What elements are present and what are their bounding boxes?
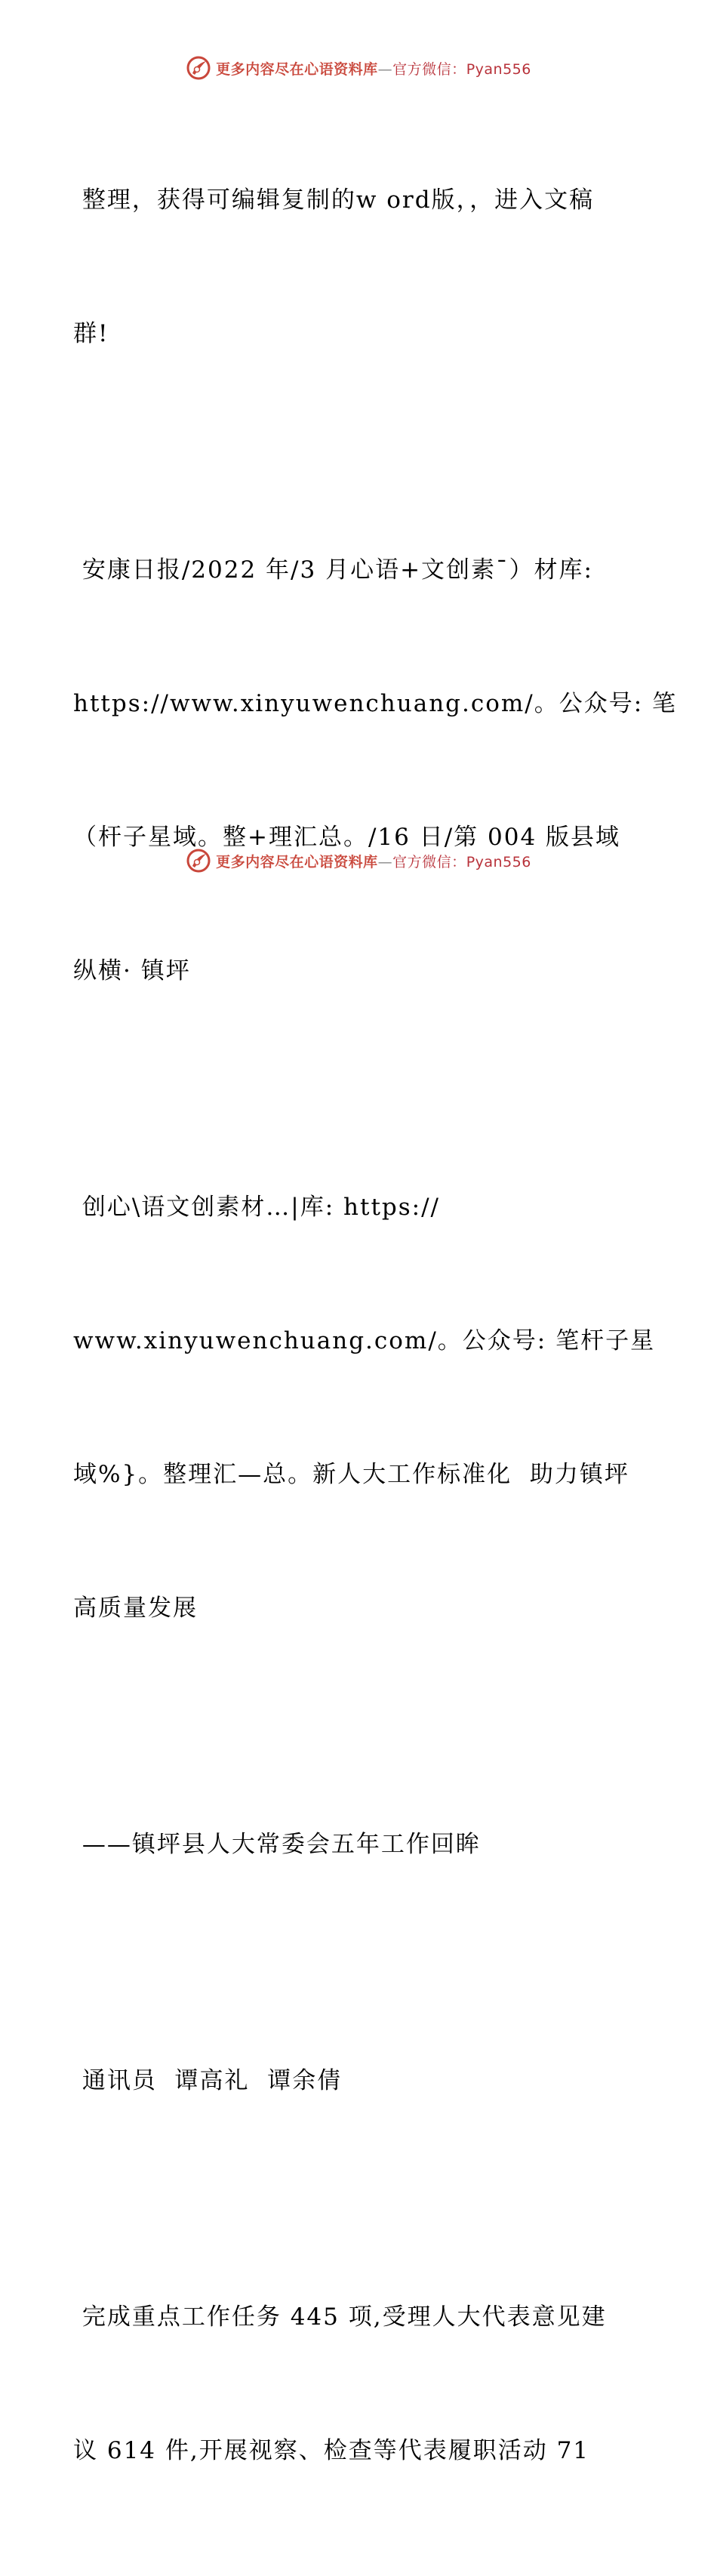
text-line: 议 614 件,开展视察、检查等代表履职活动 71	[73, 2437, 590, 2464]
banner-text	[216, 58, 531, 79]
banner-wechat-label: 官方微信：	[392, 853, 466, 870]
footer-banner	[0, 846, 717, 876]
banner-separator: —	[377, 60, 393, 78]
text-line: ——镇坪县人大常委会五年工作回眸	[73, 1831, 481, 1858]
text-line: 安康日报/2022 年/3 月心语+文创素¯）材库:	[73, 556, 593, 584]
header-banner	[0, 53, 717, 83]
paragraph-headline	[73, 1096, 656, 1720]
banner-main-text: 更多内容尽在心语资料库	[216, 60, 378, 78]
text-line: 整理，获得可编辑复制的w ord版，，进入文稿	[73, 186, 595, 214]
banner-main-text: 更多内容尽在心语资料库	[216, 853, 378, 870]
text-line: 高质量发展	[73, 1595, 198, 1622]
banner-separator: —	[377, 853, 393, 870]
paragraph-intro	[73, 89, 647, 445]
paragraph-subtitle	[73, 1733, 647, 1956]
banner-wechat-id: Pyan556	[466, 60, 531, 78]
text-line: （杆子星域。整+理汇总。/16 日/第 004 版县域	[73, 824, 621, 851]
banner-wechat-id: Pyan556	[466, 853, 531, 870]
text-line: https://www.xinyuwenchuang.com/。公众号: 笔	[73, 690, 678, 717]
paragraph-source	[73, 459, 678, 1083]
text-line: 域%}。整理汇—总。新人大工作标准化 助力镇坪	[73, 1461, 629, 1488]
text-line: 通讯员 谭高礼 谭余倩	[73, 2067, 343, 2094]
red-calligraphy-seal-icon	[186, 848, 211, 874]
document-body	[73, 89, 678, 2576]
text-line: 纵横· 镇坪	[73, 957, 191, 984]
text-line: 创心\语文创素材…|库: https://	[73, 1194, 441, 1221]
red-calligraphy-seal-icon	[186, 55, 211, 81]
banner-text	[216, 851, 531, 871]
text-line: www.xinyuwenchuang.com/。公众号: 笔杆子星	[73, 1327, 656, 1354]
text-line: 群!	[73, 320, 109, 347]
text-line: 完成重点工作任务 445 项,受理人大代表意见建	[73, 2303, 607, 2331]
paragraph-summary	[73, 2206, 647, 2562]
paragraph-byline	[73, 1970, 647, 2192]
banner-wechat-label: 官方微信：	[392, 60, 466, 78]
